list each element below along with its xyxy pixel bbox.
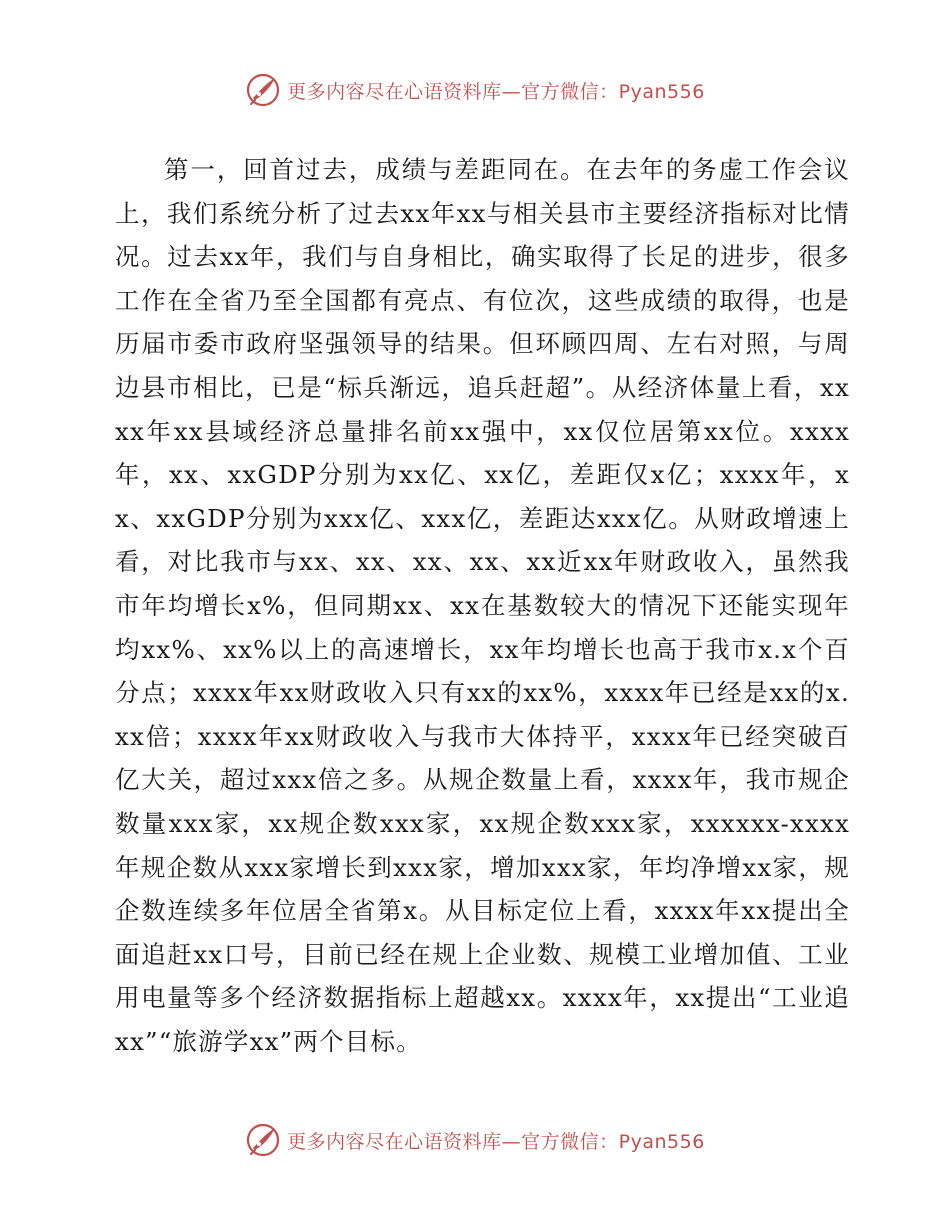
quill-pen-logo-icon <box>245 72 281 108</box>
header-banner-text: 更多内容尽在心语资料库—官方微信：Pyan556 <box>287 80 705 103</box>
header-watermark-banner <box>0 68 950 112</box>
body-paragraph: 第一，回首过去，成绩与差距同在。在去年的务虚工作会议上，我们系统分析了过去xx年xx与相关县市主要经济指标对比情况。过去xx年，我们与自身相比，确实取得了长足的进步，很多工作在全省乃至全国都有亮点、有位次，这些成绩的取得，也是历届市委市政府坚强领导的结果。但环顾四周、左右对照，与周边县市相比，已是“标兵渐远，追兵赶超”。从经济体量上看，xxxx年xx县域经济总量排名前xx强中，xx仅位居第xx位。xxxx年，xx、xxGDP分别为xx亿、xx亿，差距仅x亿；xxxx年，xx、xxGDP分别为xxx亿、xxx亿，差距达xxx亿。从财政增速上看，对比我市与xx、xx、xx、xx、xx近xx年财政收入，虽然我市年均增长x%，但同期xx、xx在基数较大的情况下还能实现年均xx%、xx%以上的高速增长，xx年均增长也高于我市x.x个百分点；xxxx年xx财政收入只有xx的xx%，xxxx年已经是xx的x.xx倍；xxxx年xx财政收入与我市大体持平，xxxx年已经突破百亿大关，超过xxx倍之多。从规企数量上看，xxxx年，我市规企数量xxx家，xx规企数xxx家，xx规企数xxx家，xxxxxx-xxxx年规企数从xxx家增长到xxx家，增加xxx家，年均净增xx家，规企数连续多年位居全省第x。从目标定位上看，xxxx年xx提出全面追赶xx口号，目前已经在规上企业数、规模工业增加值、工业用电量等多个经济数据指标上超越xx。xxxx年，xx提出“工业追xx”“旅游学xx”两个目标。 <box>115 155 850 1056</box>
footer-banner-text: 更多内容尽在心语资料库—官方微信：Pyan556 <box>287 1130 705 1153</box>
quill-pen-logo-icon <box>245 1122 281 1158</box>
footer-watermark-banner <box>0 1118 950 1162</box>
document-body <box>115 148 850 1063</box>
